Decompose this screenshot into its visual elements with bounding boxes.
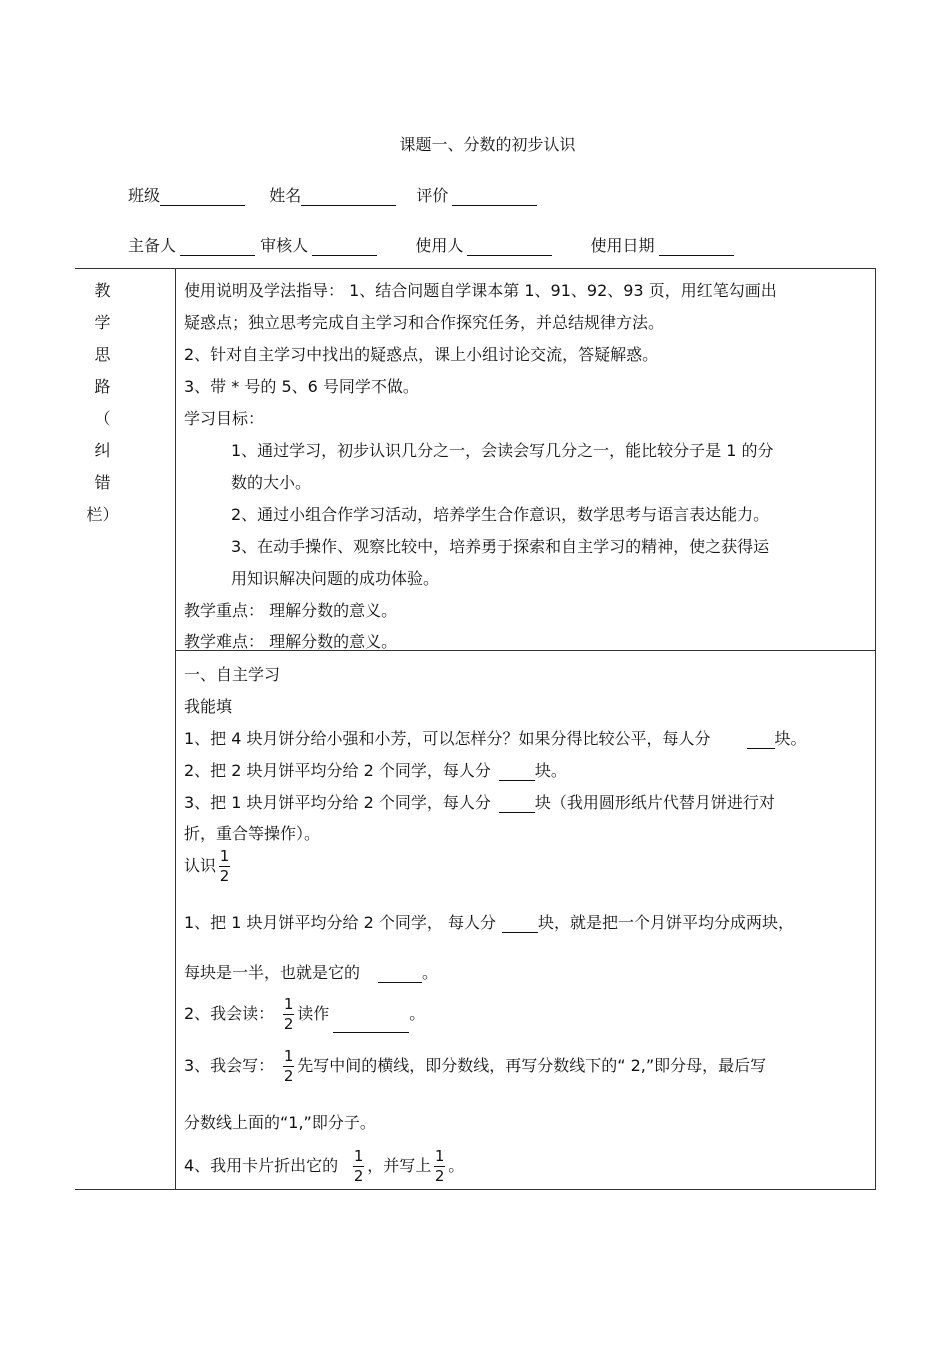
answer-blank[interactable] bbox=[499, 762, 535, 781]
know-item-3-cont: 分数线上面的“1,”即分子。 bbox=[184, 1113, 376, 1132]
goal-line: 1、通过学习，初步认识几分之一，会读会写几分之一，能比较分子是 1 的分 bbox=[231, 441, 774, 460]
table-bottom-border bbox=[75, 1189, 876, 1190]
numerator: 1 bbox=[353, 1147, 364, 1165]
preparer-label: 主备人 bbox=[128, 236, 177, 255]
side-char: 教 bbox=[94, 281, 111, 300]
preparer-field[interactable] bbox=[180, 237, 255, 256]
answer-blank[interactable] bbox=[378, 964, 422, 983]
answer-blank[interactable] bbox=[333, 1014, 409, 1033]
reviewer-field[interactable] bbox=[312, 237, 377, 256]
question-text: 块（我用圆形纸片代替月饼进行对 bbox=[534, 793, 775, 812]
answer-blank[interactable] bbox=[747, 730, 775, 749]
know-half bbox=[184, 848, 233, 885]
table-inner-divider bbox=[175, 268, 176, 1190]
side-char: （ bbox=[94, 409, 111, 428]
know-label: 认识 bbox=[184, 856, 217, 875]
denominator: 2 bbox=[283, 1067, 294, 1085]
fraction-half bbox=[283, 1048, 294, 1085]
question-text: 1、把 4 块月饼分给小强和小芳，可以怎样分？如果分得比较公平，每人分 bbox=[184, 729, 711, 748]
question-text: 块。 bbox=[534, 761, 567, 780]
instructions-line: 使用说明及学法指导： 1、结合问题自学课本第 1、91、92、93 页，用红笔勾画出 bbox=[184, 281, 777, 300]
item-text: 3、我会写： bbox=[184, 1056, 275, 1075]
fraction-half bbox=[219, 848, 230, 885]
know-item-1-cont bbox=[184, 960, 438, 983]
side-char: 路 bbox=[94, 377, 111, 396]
denominator: 2 bbox=[219, 867, 230, 885]
name-label: 姓名 bbox=[269, 186, 302, 205]
date-label: 使用日期 bbox=[590, 236, 655, 255]
item-text: ，并写上 bbox=[367, 1156, 432, 1175]
question-text: 2、把 2 块月饼平均分给 2 个同学，每人分 bbox=[184, 761, 491, 780]
question-text: 3、把 1 块月饼平均分给 2 个同学，每人分 bbox=[184, 793, 491, 812]
question-1 bbox=[184, 726, 807, 749]
lesson-table bbox=[75, 268, 875, 1190]
eval-label: 评价 bbox=[416, 186, 449, 205]
eval-field[interactable] bbox=[452, 187, 537, 206]
fraction-half bbox=[283, 996, 294, 1033]
class-field[interactable] bbox=[160, 187, 245, 206]
item-text: 1、把 1 块月饼平均分给 2 个同学， 每人分 bbox=[184, 913, 496, 932]
instructions-line: 3、带 * 号的 5、6 号同学不做。 bbox=[184, 377, 419, 396]
fill-label: 我能填 bbox=[184, 697, 233, 716]
item-text: 每块是一半，也就是它的 bbox=[184, 963, 361, 982]
goals-label: 学习目标： bbox=[184, 409, 265, 428]
side-char: 学 bbox=[94, 313, 111, 332]
side-char: 错 bbox=[94, 473, 111, 492]
side-char: 纠 bbox=[94, 441, 111, 460]
item-text: 4、我用卡片折出它的 bbox=[184, 1156, 339, 1175]
user-label: 使用人 bbox=[415, 236, 464, 255]
item-text: 2、我会读： bbox=[184, 1004, 275, 1023]
goal-line: 3、在动手操作、观察比较中，培养勇于探索和自主学习的精神，使之获得运 bbox=[231, 537, 770, 556]
header-row-2 bbox=[128, 233, 734, 256]
goal-line: 2、通过小组合作学习活动，培养学生合作意识，数学思考与语言表达能力。 bbox=[231, 505, 770, 524]
question-text: 块。 bbox=[774, 729, 807, 748]
item-text: 。 bbox=[448, 1156, 465, 1175]
class-label: 班级 bbox=[128, 186, 161, 205]
item-text: 。 bbox=[409, 1004, 426, 1023]
difficulty: 教学难点： 理解分数的意义。 bbox=[184, 632, 398, 651]
section-heading: 一、自主学习 bbox=[184, 665, 281, 684]
date-field[interactable] bbox=[659, 237, 734, 256]
question-3 bbox=[184, 790, 775, 813]
reviewer-label: 审核人 bbox=[260, 236, 309, 255]
know-item-4 bbox=[184, 1148, 464, 1185]
instructions-line: 2、针对自主学习中找出的疑惑点，课上小组讨论交流，答疑解惑。 bbox=[184, 345, 659, 364]
numerator: 1 bbox=[219, 847, 230, 865]
name-field[interactable] bbox=[301, 187, 396, 206]
answer-blank[interactable] bbox=[499, 794, 535, 813]
side-char: 思 bbox=[94, 345, 111, 364]
key-point: 教学重点： 理解分数的意义。 bbox=[184, 601, 398, 620]
header-row-1 bbox=[128, 183, 537, 206]
instructions-line: 疑惑点；独立思考完成自主学习和合作探究任务，并总结规律方法。 bbox=[184, 313, 665, 332]
item-text: 读作 bbox=[297, 1004, 330, 1023]
denominator: 2 bbox=[283, 1015, 294, 1033]
item-text: 先写中间的横线，即分数线，再写分数线下的“ 2,”即分母，最后写 bbox=[297, 1056, 767, 1075]
numerator: 1 bbox=[434, 1147, 445, 1165]
page-title: 课题一、分数的初步认识 bbox=[399, 135, 576, 154]
side-char: 栏） bbox=[86, 505, 119, 524]
answer-blank[interactable] bbox=[502, 914, 538, 933]
numerator: 1 bbox=[283, 995, 294, 1013]
numerator: 1 bbox=[283, 1047, 294, 1065]
item-text: 块，就是把一个月饼平均分成两块， bbox=[537, 913, 794, 932]
item-text: 。 bbox=[422, 963, 439, 982]
denominator: 2 bbox=[353, 1167, 364, 1185]
fraction-half bbox=[353, 1148, 364, 1185]
question-3-cont: 折，重合等操作）。 bbox=[184, 824, 321, 843]
table-top-border bbox=[75, 268, 876, 269]
denominator: 2 bbox=[434, 1167, 445, 1185]
user-field[interactable] bbox=[467, 237, 552, 256]
fraction-half bbox=[434, 1148, 445, 1185]
know-item-1 bbox=[184, 910, 794, 933]
question-2 bbox=[184, 758, 567, 781]
know-item-3 bbox=[184, 1048, 766, 1085]
goal-line: 用知识解决问题的成功体验。 bbox=[231, 569, 440, 588]
table-right-border bbox=[875, 268, 876, 1190]
goal-line: 数的大小。 bbox=[231, 473, 312, 492]
know-item-2 bbox=[184, 996, 425, 1033]
